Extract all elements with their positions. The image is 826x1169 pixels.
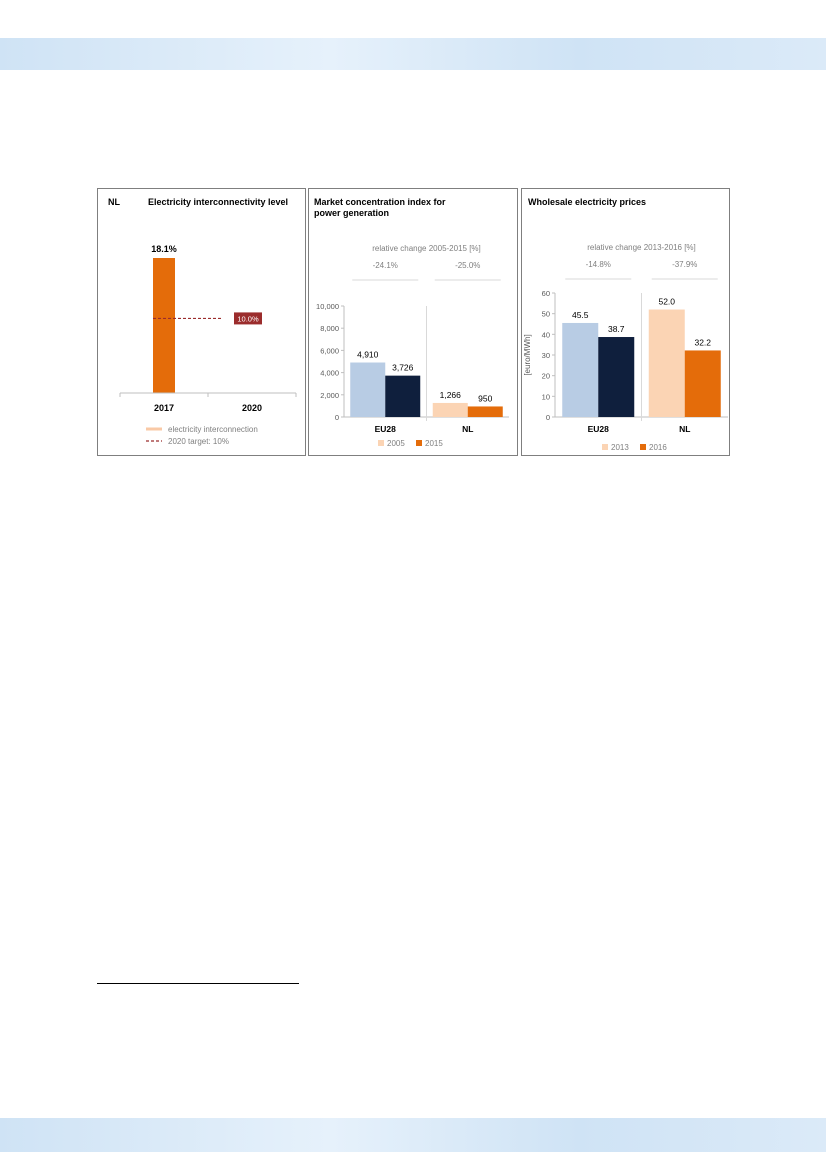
relative-change-value: -25.0%	[455, 261, 481, 270]
data-label: 3,726	[392, 362, 414, 373]
header-banner	[0, 38, 826, 70]
relative-change-value: -14.8%	[585, 260, 611, 269]
y-tick-label: 30	[541, 351, 550, 360]
x-tick-label: 2020	[241, 403, 263, 413]
data-label: 52.0	[658, 296, 676, 307]
bar-NL-2016	[685, 350, 721, 417]
y-tick-label: 0	[545, 413, 550, 422]
y-tick-label: 8,000	[320, 324, 339, 334]
bar-EU28-2005	[350, 362, 385, 417]
relative-change-value: -37.9%	[672, 260, 698, 269]
y-tick-label: 2,000	[320, 390, 339, 400]
market-concentration-panel	[308, 188, 518, 456]
data-label: 45.5	[571, 309, 589, 320]
data-label: 38.7	[607, 324, 625, 335]
target-label: 10.0%	[237, 314, 259, 324]
data-label: 950	[478, 393, 493, 404]
data-label: 18.1%	[151, 244, 177, 254]
country-label: NL	[108, 197, 120, 207]
bar-EU28-2016	[598, 337, 634, 417]
legend-swatch-2015	[416, 440, 422, 446]
data-label: 4,910	[357, 349, 379, 360]
chart-title: Wholesale electricity prices	[528, 197, 647, 207]
x-tick-label: NL	[679, 424, 691, 434]
y-axis-label: [euro/MWh]	[523, 334, 532, 376]
legend-label: 2013	[611, 443, 629, 452]
y-tick-label: 0	[334, 413, 339, 422]
y-tick-label: 40	[541, 330, 550, 340]
bar-NL-2015	[468, 406, 503, 417]
interconnectivity-panel	[97, 188, 306, 456]
bar-NL-2005	[433, 403, 468, 417]
y-tick-label: 60	[541, 289, 550, 298]
footnote-divider	[97, 983, 299, 984]
wholesale-prices-chart	[522, 189, 731, 457]
bar-EU28-2015	[385, 376, 420, 417]
x-tick-label: 2017	[153, 403, 175, 413]
legend-swatch-2005	[378, 440, 384, 446]
legend-label: 2005	[387, 439, 405, 448]
data-label: 32.2	[694, 337, 712, 348]
market-concentration-chart	[309, 189, 519, 457]
relative-change-value: -24.1%	[372, 261, 398, 270]
bar-2017	[153, 258, 175, 393]
y-tick-label: 50	[541, 309, 550, 319]
chart-title: Market concentration index for power generation	[314, 197, 446, 218]
x-tick-label: EU28	[587, 424, 609, 434]
legend-swatch-2016	[640, 444, 646, 450]
y-tick-label: 4,000	[320, 368, 339, 378]
y-tick-label: 20	[541, 371, 550, 381]
bar-EU28-2013	[562, 323, 598, 417]
footer-banner	[0, 1118, 826, 1152]
legend-label: 2020 target: 10%	[168, 437, 229, 446]
x-tick-label: EU28	[374, 424, 396, 434]
data-label: 1,266	[439, 389, 461, 400]
wholesale-prices-panel	[521, 188, 730, 456]
bar-NL-2013	[649, 310, 685, 417]
legend-label: electricity interconnection	[168, 425, 258, 434]
legend-label: 2016	[649, 443, 667, 452]
x-tick-label: NL	[462, 424, 474, 434]
legend-swatch-2013	[602, 444, 608, 450]
relative-change-title: relative change 2013-2016 [%]	[587, 243, 696, 252]
interconnectivity-chart	[98, 189, 307, 457]
chart-title: Electricity interconnectivity level	[148, 197, 289, 207]
y-tick-label: 10,000	[316, 302, 339, 311]
y-tick-label: 10	[541, 392, 550, 402]
y-tick-label: 6,000	[320, 346, 339, 356]
relative-change-title: relative change 2005-2015 [%]	[372, 244, 481, 253]
legend-label: 2015	[425, 439, 443, 448]
